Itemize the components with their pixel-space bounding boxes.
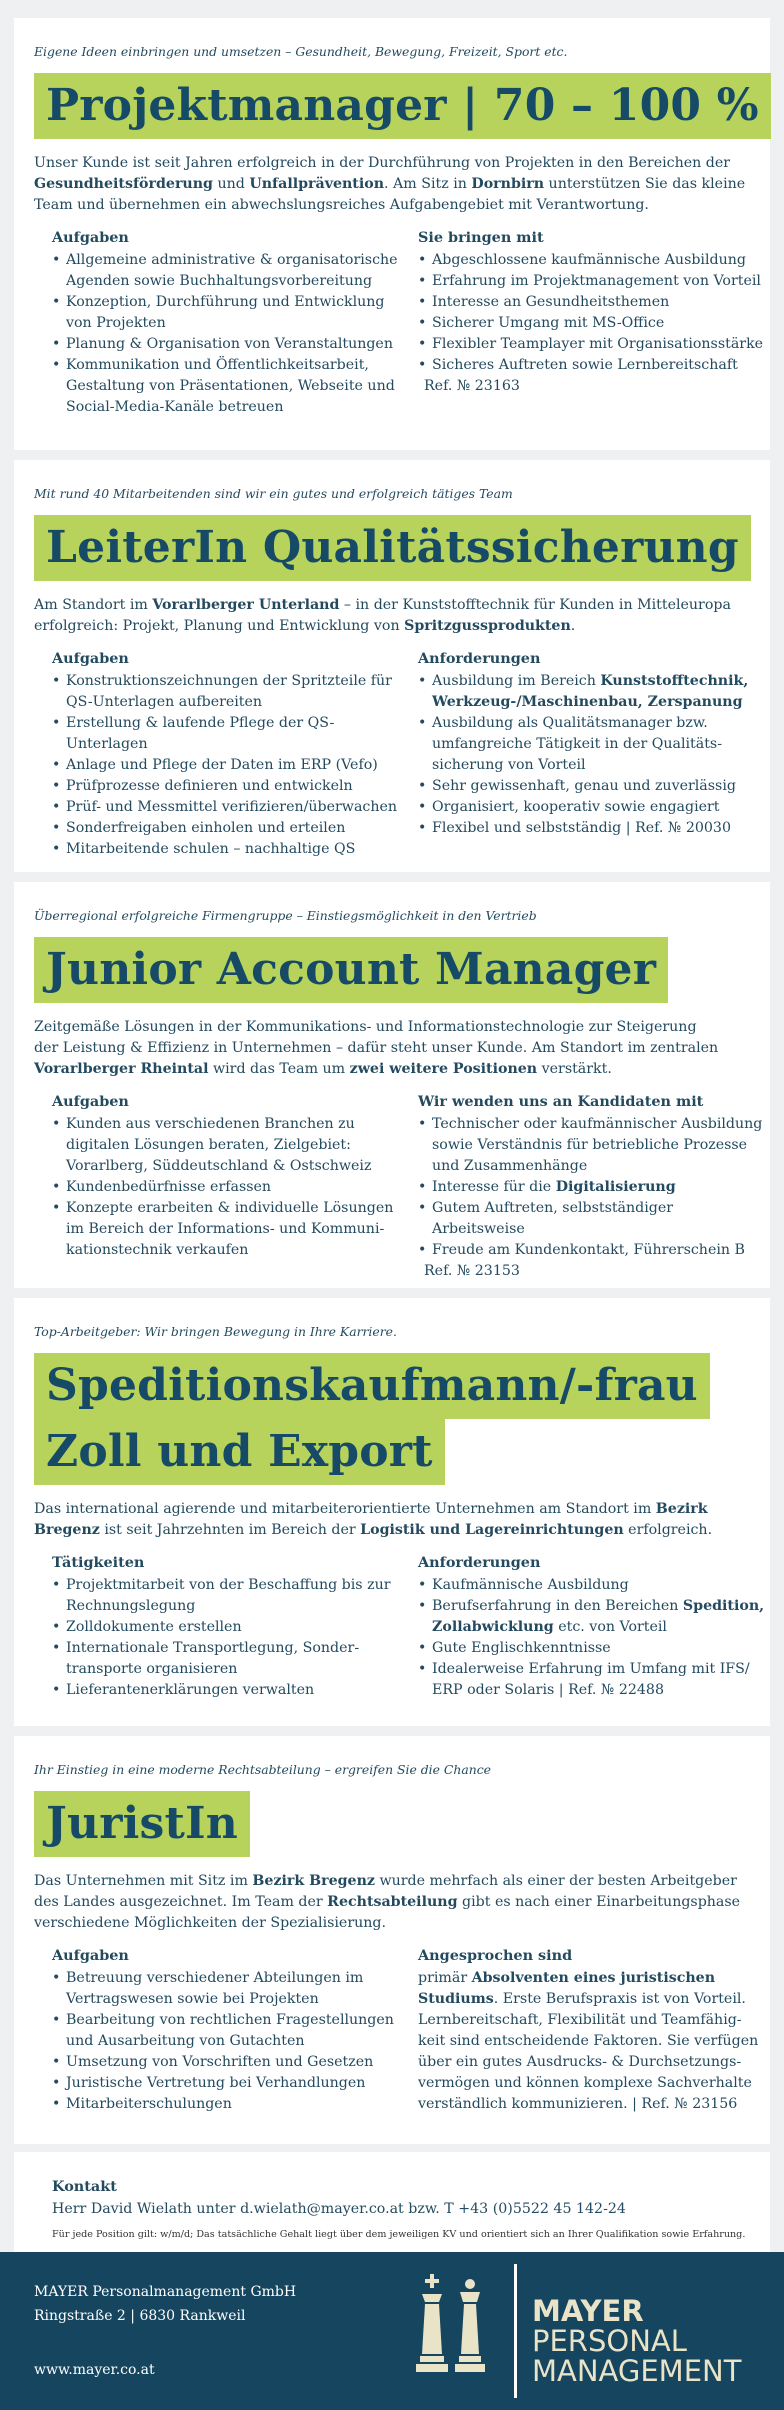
job-title-line-2: Zoll und Export — [34, 1419, 445, 1485]
company-address — [34, 2280, 296, 2328]
reference-number: Ref. № 23153 — [424, 1263, 520, 1279]
list-item: • Konzepte erarbeiten & individuelle Lösungen im Bereich der Informations- und Kommuni- kationstechnik verkaufen — [52, 1198, 412, 1261]
job-intro: Unser Kunde ist seit Jahren erfolgreich in der Durchführung von Projekten in den Bereichen der Gesundheitsförderung und Unfallprävention. Am Sitz in Dornbirn unterstützen Sie das kleine Team und übernehmen ein abwechslungsreiches Aufgabengebiet mit Verantwortung. — [34, 155, 746, 213]
list-item: • Sehr gewissenhaft, genau und zuverlässig — [418, 776, 768, 797]
list-item: • Umsetzung von Vorschriften und Gesetzen — [52, 2052, 412, 2073]
list-item: • Mitarbeiterschulungen — [52, 2094, 412, 2115]
list-item: • Abgeschlossene kaufmännische Ausbildung — [418, 250, 768, 271]
tasks-heading: Aufgaben — [52, 650, 129, 667]
contact-section — [14, 2152, 770, 2252]
list-item: • Allgemeine administrative & organisatorische Agenden sowie Buchhaltungsvorbereitung — [52, 250, 412, 292]
requirements-text: primär Absolventen eines juristischen Studiums. Erste Berufspraxis ist von Vorteil. Lernbereitschaft, Flexibilität und Teamfähig- keit sind entscheidende Faktoren. Sie verfügen über ein gutes Ausdrucks- & Durchsetzungs- vermögen und können komplexe Sachverhalte verständlich kommunizieren. | Ref. № 23156 — [418, 1970, 759, 2112]
tasks-column — [52, 1092, 412, 1261]
list-item: • Flexibel und selbstständig | Ref. № 20030 — [418, 818, 768, 839]
list-item: • Konstruktionszeichnungen der Spritzteile für QS-Unterlagen aufbereiten — [52, 671, 412, 713]
job-tagline: Ihr Einstieg in eine moderne Rechtsabteilung – ergreifen Sie die Chance — [34, 1762, 491, 1777]
footer — [0, 2252, 784, 2410]
list-item: • Erstellung & laufende Pflege der QS-Unterlagen — [52, 713, 412, 755]
list-item: • Juristische Vertretung bei Verhandlungen — [52, 2073, 412, 2094]
list-item: • Betreuung verschiedener Abteilungen im Vertragswesen sowie bei Projekten — [52, 1968, 412, 2010]
requirements-heading: Wir wenden uns an Kandidaten mit — [418, 1093, 704, 1110]
list-item: • Flexibler Teamplayer mit Organisationsstärke — [418, 334, 768, 355]
list-item: • Gutem Auftreten, selbstständiger Arbeitsweise — [418, 1198, 768, 1240]
list-item: • Sicherer Umgang mit MS-Office — [418, 313, 768, 334]
tasks-column — [52, 649, 412, 860]
list-item: • Zolldokumente erstellen — [52, 1617, 412, 1638]
list-item: • Mitarbeitende schulen – nachhaltige QS — [52, 839, 412, 860]
job-tagline: Top-Arbeitgeber: Wir bringen Bewegung in Ihre Karriere. — [34, 1324, 397, 1339]
list-item: • Idealerweise Erfahrung im Umfang mit IFS/ ERP oder Solaris | Ref. № 22488 — [418, 1659, 768, 1701]
list-item: • Prüfprozesse definieren und entwickeln — [52, 776, 412, 797]
requirements-heading: Anforderungen — [418, 1554, 541, 1571]
job-title: LeiterIn Qualitätssicherung — [34, 515, 751, 581]
list-item: • Technischer oder kaufmännischer Ausbildung sowie Verständnis für betriebliche Prozesse und Zusammenhänge — [418, 1114, 768, 1177]
tasks-heading: Tätigkeiten — [52, 1554, 145, 1571]
list-item: • Prüf- und Messmittel verifizieren/überwachen — [52, 797, 412, 818]
list-item: • Gute Englischkenntnisse — [418, 1638, 768, 1659]
job-title: Projektmanager | 70 – 100 % — [34, 73, 771, 139]
list-item: • Bearbeitung von rechtlichen Fragestellungen und Ausarbeitung von Gutachten — [52, 2010, 412, 2052]
requirements-heading: Angesprochen sind — [418, 1947, 573, 1964]
job-tagline: Überregional erfolgreiche Firmengruppe – Einstiegsmöglichkeit in den Vertrieb — [34, 908, 537, 923]
job-intro: Das international agierende und mitarbeiterorientierte Unternehmen am Standort im Bezirk Bregenz ist seit Jahrzehnten im Bereich der Logistik und Lagereinrichtungen erfolgreich. — [34, 1501, 713, 1538]
list-item: • Internationale Transportlegung, Sonder- transporte organisieren — [52, 1638, 412, 1680]
job-ad-junior-account-manager — [14, 882, 770, 1288]
tasks-heading: Aufgaben — [52, 1947, 129, 1964]
list-item: • Kommunikation und Öffentlichkeitsarbeit, Gestaltung von Präsentationen, Webseite und Social-Media-Kanäle betreuen — [52, 355, 412, 418]
requirements-heading: Sie bringen mit — [418, 229, 544, 246]
street-address: Ringstraße 2 | 6830 Rankweil — [34, 2308, 246, 2324]
job-title: Junior Account Manager — [34, 937, 668, 1003]
list-item: • Anlage und Pflege der Daten im ERP (Vefo) — [52, 755, 412, 776]
requirements-column — [418, 228, 768, 397]
company-name: MAYER Personalmanagement GmbH — [34, 2284, 297, 2300]
list-item: • Interesse für die Digitalisierung — [418, 1177, 768, 1198]
job-intro: Das Unternehmen mit Sitz im Bezirk Bregenz wurde mehrfach als einer der besten Arbeitgeber des Landes ausgezeichnet. Im Team der Rechtsabteilung gibt es nach einer Einarbeitungsphase verschiedene Möglichkeiten der Spezialisierung. — [34, 1873, 741, 1931]
tasks-column — [52, 228, 412, 418]
job-tagline: Eigene Ideen einbringen und umsetzen – Gesundheit, Bewegung, Freizeit, Sport etc. — [34, 44, 568, 59]
reference-number: Ref. № 23163 — [424, 378, 520, 394]
job-title: JuristIn — [34, 1791, 250, 1857]
job-ad-juristin — [14, 1736, 770, 2144]
tasks-column — [52, 1553, 412, 1701]
list-item: • Berufserfahrung in den Bereichen Spedition, Zollabwicklung etc. von Vorteil — [418, 1596, 768, 1638]
requirements-column — [418, 1553, 768, 1701]
tasks-heading: Aufgaben — [52, 1093, 129, 1110]
chess-pieces-icon — [396, 2264, 506, 2398]
list-item: • Erfahrung im Projektmanagement von Vorteil — [418, 271, 768, 292]
list-item: • Konzeption, Durchführung und Entwicklung von Projekten — [52, 292, 412, 334]
list-item: • Lieferantenerklärungen verwalten — [52, 1680, 412, 1701]
job-ad-speditionskaufmann — [14, 1298, 770, 1726]
job-ad-projektmanager — [14, 18, 770, 450]
list-item: • Interesse an Gesundheitsthemen — [418, 292, 768, 313]
brand-wordmark: MAYER PERSONAL MANAGEMENT — [532, 2294, 742, 2388]
job-title: Speditionskaufmann/-frau — [34, 1353, 710, 1419]
list-item: • Freude am Kundenkontakt, Führerschein B — [418, 1240, 768, 1261]
contact-line: Herr David Wielath unter d.wielath@mayer.co.at bzw. T +43 (0)5522 45 142-24 — [52, 2201, 626, 2217]
list-item: • Kunden aus verschiedenen Branchen zu digitalen Lösungen beraten, Zielgebiet: Vorarlberg, Süddeutschland & Ostschweiz — [52, 1114, 412, 1177]
list-item: • Kundenbedürfnisse erfassen — [52, 1177, 412, 1198]
job-tagline: Mit rund 40 Mitarbeitenden sind wir ein gutes und erfolgreich tätiges Team — [34, 486, 513, 501]
tasks-column — [52, 1946, 412, 2115]
logo-divider — [514, 2264, 517, 2398]
requirements-column — [418, 1946, 768, 2115]
list-item: • Sonderfreigaben einholen und erteilen — [52, 818, 412, 839]
list-item: • Projektmitarbeit von der Beschaffung bis zur Rechnungslegung — [52, 1575, 412, 1617]
list-item: • Ausbildung im Bereich Kunststofftechnik, Werkzeug-/Maschinenbau, Zerspanung — [418, 671, 768, 713]
requirements-column — [418, 649, 768, 839]
job-intro: Am Standort im Vorarlberger Unterland – in der Kunststofftechnik für Kunden in Mitteleuropa erfolgreich: Projekt, Planung und Entwicklung von Spritzgussprodukten. — [34, 597, 731, 634]
list-item: • Organisiert, kooperativ sowie engagiert — [418, 797, 768, 818]
list-item: • Ausbildung als Qualitätsmanager bzw. umfangreiche Tätigkeit in der Qualitäts- sicherung von Vorteil — [418, 713, 768, 776]
list-item: • Kaufmännische Ausbildung — [418, 1575, 768, 1596]
mayer-logo — [396, 2264, 756, 2398]
list-item: • Sicheres Auftreten sowie Lernbereitschaft — [418, 355, 768, 376]
contact-heading: Kontakt — [52, 2178, 117, 2195]
legal-note: Für jede Position gilt: w/m/d; Das tatsächliche Gehalt liegt über dem jeweiligen KV und orientiert sich an Ihrer Qualifikation sowie Erfahrung. — [52, 2229, 746, 2240]
website-link[interactable]: www.mayer.co.at — [34, 2362, 155, 2378]
job-ad-leiterin-qualitaetssicherung — [14, 460, 770, 872]
requirements-column — [418, 1092, 768, 1282]
list-item: • Planung & Organisation von Veranstaltungen — [52, 334, 412, 355]
requirements-heading: Anforderungen — [418, 650, 541, 667]
tasks-heading: Aufgaben — [52, 229, 129, 246]
job-intro: Zeitgemäße Lösungen in der Kommunikations- und Informationstechnologie zur Steigerung der Leistung & Effizienz in Unternehmen – dafür steht unser Kunde. Am Standort im zentralen Vorarlberger Rheintal wird das Team um zwei weitere Positionen verstärkt. — [34, 1019, 719, 1077]
